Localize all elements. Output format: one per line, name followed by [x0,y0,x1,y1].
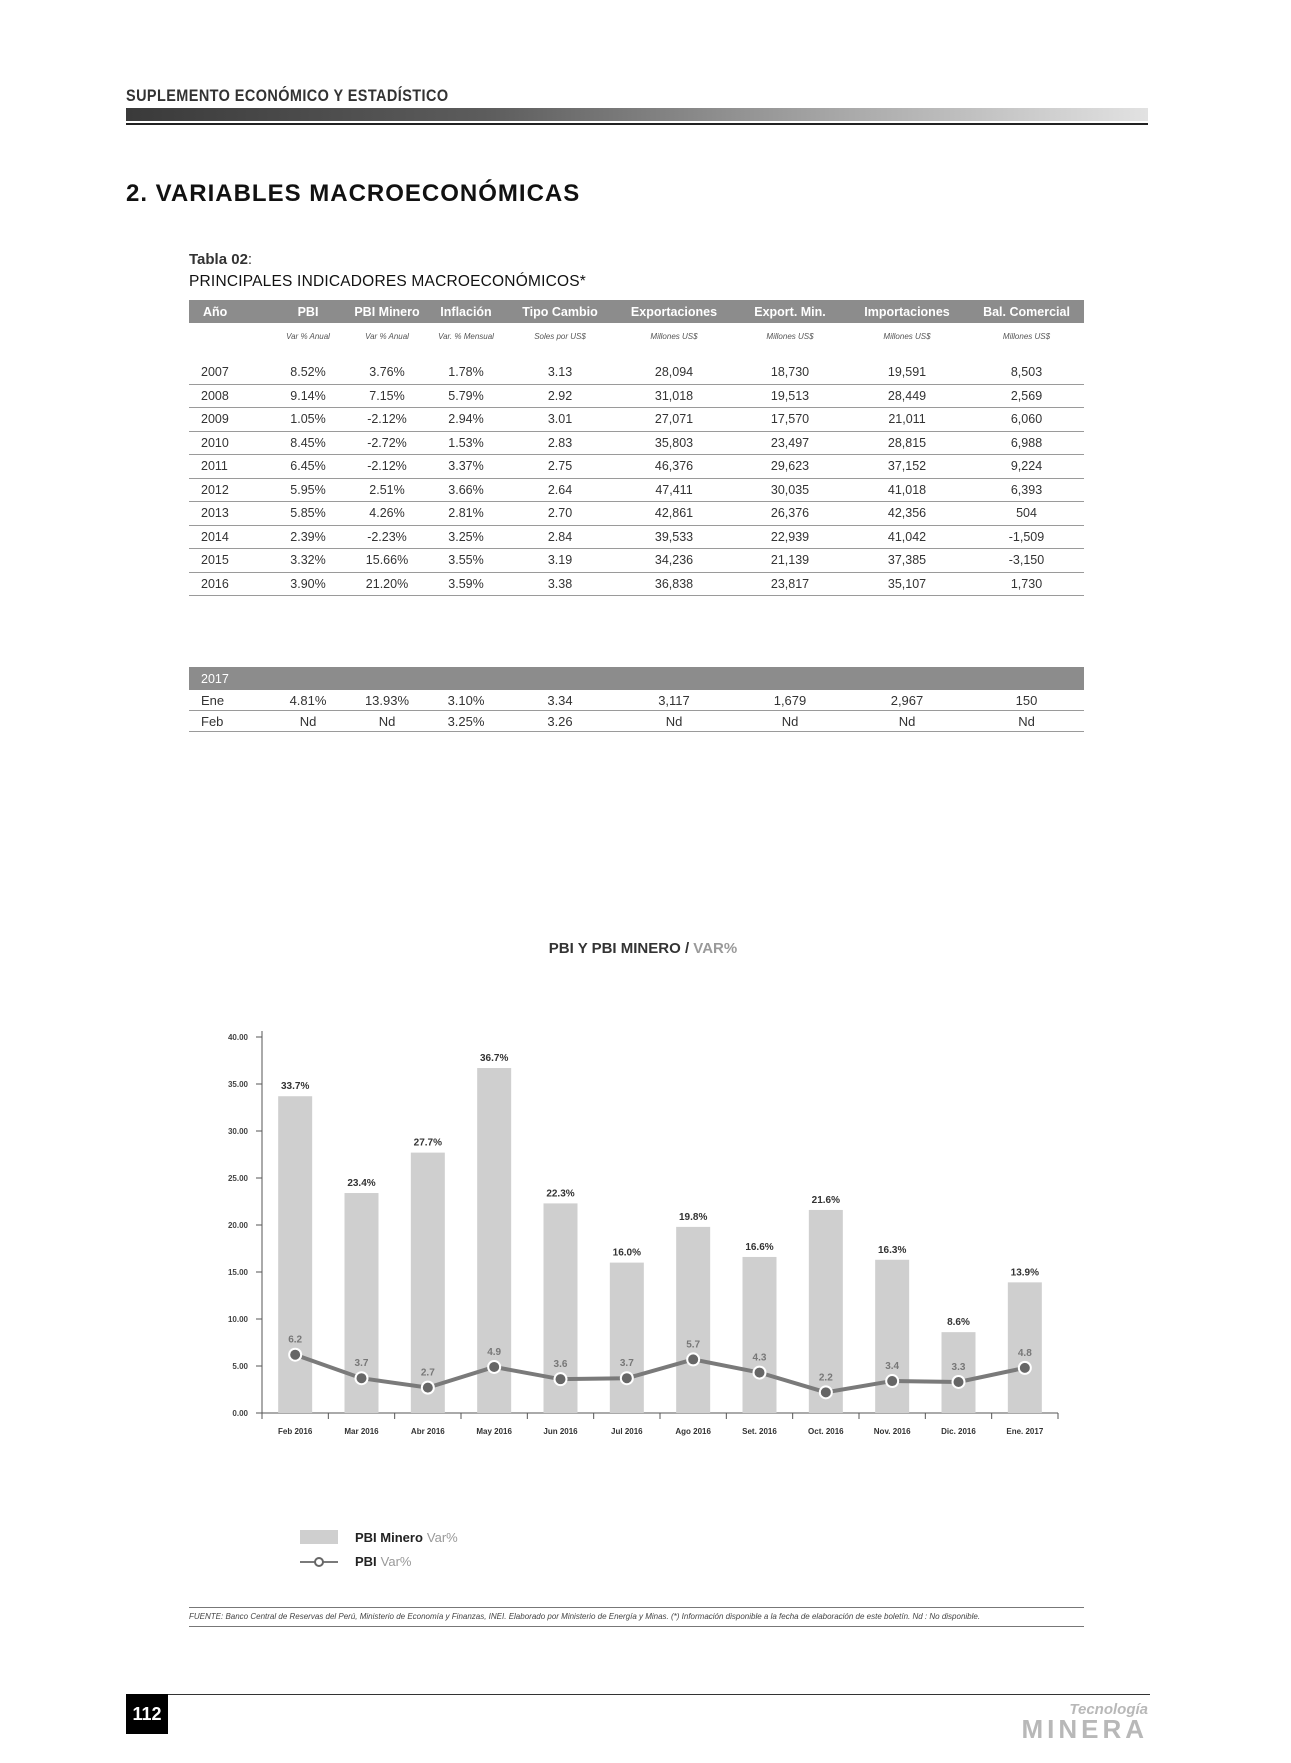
line-value-label: 3.3 [951,1361,966,1373]
x-tick-label: Ene. 2017 [1006,1427,1044,1436]
line-point-pbi [621,1372,633,1384]
table-cell: -2.12% [349,408,425,432]
table-cell: 28,094 [613,361,735,384]
y-tick-label: 10.00 [227,1315,248,1324]
table-cell: 9.14% [267,384,349,408]
chart-title-sep: / [680,940,694,957]
table-cell: 39,533 [613,525,735,549]
column-unit: Millones US$ [650,331,698,341]
legend-label-pbi [355,1554,412,1569]
line-point-pbi [488,1361,500,1373]
legend-suffix: Var% [380,1554,412,1569]
column-unit: Millones US$ [1002,331,1051,341]
header-title: SUPLEMENTO ECONÓMICO Y ESTADÍSTICO [126,86,449,105]
column-header: PBI Minero [349,300,425,323]
table-cell: 31,018 [613,384,735,408]
table-cell: 41,018 [845,478,969,502]
x-tick-label: Set. 2016 [742,1427,777,1436]
bar-pbi-minero [278,1096,312,1413]
x-tick-label: Nov. 2016 [873,1427,911,1436]
column-header: PBI [267,300,349,323]
line-value-label: 2.2 [818,1372,833,1384]
table-cell: Nd [267,711,349,732]
table-cell: 26,376 [735,502,845,526]
line-point-pbi [356,1372,368,1384]
line-value-label: 3.6 [553,1359,568,1371]
table-cell: 504 [969,502,1084,526]
column-unit: Millones US$ [766,331,814,341]
line-point-pbi [289,1349,301,1361]
bar-value-label: 21.6% [811,1194,841,1206]
x-tick-label: Dic. 2016 [941,1427,976,1436]
table-cell: 2.51% [349,478,425,502]
y-tick-label: 25.00 [227,1174,248,1183]
table-cell: 3.25% [425,525,507,549]
x-tick-label: Jun 2016 [543,1427,578,1436]
y-tick-label: 0.00 [232,1409,248,1418]
x-tick-label: Abr 2016 [410,1427,445,1436]
table-cell: 22,939 [735,525,845,549]
table-cell: 21,139 [735,549,845,573]
x-tick-label: Oct. 2016 [808,1427,844,1436]
table-cell: 2.70 [507,502,613,526]
table-cell: 21,011 [845,408,969,432]
year-2017-label: 2017 [189,667,1084,690]
column-unit: Var. % Mensual [438,331,494,341]
bar-pbi-minero [743,1257,777,1413]
table-cell: 1.53% [425,431,507,455]
table-cell: -2.72% [349,431,425,455]
section-title: 2. VARIABLES MACROECONÓMICAS [126,180,581,207]
table-cell: 6,060 [969,408,1084,432]
table-cell: 2013 [189,502,267,526]
line-point-pbi [1019,1362,1031,1374]
table-cell: -2.23% [349,525,425,549]
table-cell: 28,815 [845,431,969,455]
table-cell: 2.39% [267,525,349,549]
table-cell: 29,623 [735,455,845,479]
table-cell: 2.75 [507,455,613,479]
table-cell: 2008 [189,384,267,408]
table-cell: 30,035 [735,478,845,502]
table-cell: 3.37% [425,455,507,479]
line-value-label: 4.8 [1017,1347,1032,1359]
table-cell: 3.32% [267,549,349,573]
column-header: Bal. Comercial [969,300,1084,323]
y-tick-label: 40.00 [227,1033,248,1042]
table-cell: 3.01 [507,408,613,432]
bar-pbi-minero [676,1227,710,1413]
table-cell: 8,503 [969,361,1084,384]
y-tick-label: 15.00 [227,1268,248,1277]
column-header: Tipo Cambio [507,300,613,323]
table-cell: 2.81% [425,502,507,526]
logo-line-2: MINERA [1021,1714,1148,1744]
table-cell: 3.10% [425,690,507,711]
legend-suffix: Var% [426,1530,458,1545]
table-cell: 5.79% [425,384,507,408]
table-cell: 21.20% [349,572,425,596]
table-cell: 7.15% [349,384,425,408]
logo-line-1: Tecnología [1069,1701,1148,1718]
table-cell: 41,042 [845,525,969,549]
table-cell: 6.45% [267,455,349,479]
bar-value-label: 8.6% [947,1317,970,1329]
table-cell: 4.26% [349,502,425,526]
table-cell: 6,988 [969,431,1084,455]
table-cell: 2.83 [507,431,613,455]
bar-value-label: 16.0% [612,1247,642,1259]
legend-swatch-pbi-minero [300,1530,338,1544]
table-cell: Nd [969,711,1084,732]
table-cell: 2.84 [507,525,613,549]
table-cell: Nd [845,711,969,732]
y-tick-label: 5.00 [232,1362,248,1371]
table-cell: 3.90% [267,572,349,596]
x-tick-label: Jul 2016 [611,1427,643,1436]
table-cell: -3,150 [969,549,1084,573]
line-value-label: 4.3 [752,1352,767,1364]
line-value-label: 5.7 [686,1339,701,1351]
line-point-pbi [820,1386,832,1398]
column-header: Inflación [425,300,507,323]
bar-value-label: 13.9% [1010,1267,1040,1279]
bar-value-label: 33.7% [280,1081,310,1093]
bar-pbi-minero [610,1263,644,1413]
table-label-text: Tabla 02 [189,251,248,268]
table-cell: 28,449 [845,384,969,408]
table-cell: 3.55% [425,549,507,573]
line-value-label: 3.4 [885,1361,900,1373]
line-point-pbi [555,1373,567,1385]
table-cell: Nd [613,711,735,732]
table-cell: 150 [969,690,1084,711]
table-cell: 2.94% [425,408,507,432]
table-cell: 2015 [189,549,267,573]
column-header: Importaciones [845,300,969,323]
bar-value-label: 16.3% [877,1244,907,1256]
page-number: 112 [126,1694,168,1734]
table-cell: 17,570 [735,408,845,432]
table-cell: 2011 [189,455,267,479]
table-cell: 23,497 [735,431,845,455]
bar-value-label: 23.4% [347,1178,376,1190]
column-unit: Var % Anual [365,331,409,341]
table-label-suffix: : [247,251,253,268]
table-cell: 2.64 [507,478,613,502]
table-cell: 4.81% [267,690,349,711]
bar-value-label: 16.6% [745,1241,774,1253]
bar-value-label: 19.8% [678,1211,708,1223]
table-cell: 6,393 [969,478,1084,502]
table-cell: 18,730 [735,361,845,384]
table-cell: 3.13 [507,361,613,384]
line-point-pbi [687,1353,699,1365]
column-unit: Soles por US$ [534,331,586,341]
table-cell: 5.85% [267,502,349,526]
line-value-label: 3.7 [354,1358,369,1370]
table-cell: 3.38 [507,572,613,596]
bar-value-label: 27.7% [413,1137,443,1149]
line-point-pbi [754,1367,766,1379]
legend-marker-pbi [315,1558,323,1566]
line-value-label: 3.7 [619,1358,634,1370]
table-cell: Nd [735,711,845,732]
table-cell: 2.92 [507,384,613,408]
table-cell: 3.76% [349,361,425,384]
table-cell: 5.95% [267,478,349,502]
line-value-label: 4.9 [487,1346,502,1358]
column-header: Exportaciones [613,300,735,323]
legend-name: PBI [355,1554,377,1569]
table-cell: 3.66% [425,478,507,502]
x-tick-label: Feb 2016 [278,1427,313,1436]
table-cell: 34,236 [613,549,735,573]
page-footer-rule [126,1694,1150,1695]
table-cell: 2007 [189,361,267,384]
line-value-label: 2.7 [420,1367,435,1379]
line-value-label: 6.2 [288,1334,303,1346]
legend-name: PBI Minero [355,1530,423,1545]
table-cell: 3.34 [507,690,613,711]
table-title: PRINCIPALES INDICADORES MACROECONÓMICOS* [189,273,586,290]
y-tick-label: 30.00 [227,1127,248,1136]
table-cell: 3.19 [507,549,613,573]
table-cell: 36,838 [613,572,735,596]
table-cell: 27,071 [613,408,735,432]
table-cell: 1,730 [969,572,1084,596]
bar-pbi-minero [875,1260,909,1413]
table-cell: 15.66% [349,549,425,573]
column-unit: Var % Anual [286,331,330,341]
table-cell: 37,152 [845,455,969,479]
table-cell: 8.52% [267,361,349,384]
table-cell: Nd [349,711,425,732]
x-tick-label: Ago 2016 [675,1427,711,1436]
table-cell: 42,356 [845,502,969,526]
column-header: Export. Min. [735,300,845,323]
table-cell: 2009 [189,408,267,432]
table-cell: 8.45% [267,431,349,455]
table-cell: 1.05% [267,408,349,432]
table-cell: 35,803 [613,431,735,455]
table-cell: 19,591 [845,361,969,384]
bar-value-label: 22.3% [546,1188,575,1200]
table-cell: 3.59% [425,572,507,596]
table-cell: Ene [189,690,267,711]
table-cell: 13.93% [349,690,425,711]
line-point-pbi [886,1375,898,1387]
table-cell: 42,861 [613,502,735,526]
table-cell: Feb [189,711,267,732]
table-cell: 1,679 [735,690,845,711]
table-cell: -1,509 [969,525,1084,549]
chart-title [549,940,737,957]
table-cell: 3.26 [507,711,613,732]
table-cell: 23,817 [735,572,845,596]
x-tick-label: May 2016 [476,1427,512,1436]
x-tick-label: Mar 2016 [344,1427,379,1436]
table-cell: 2,967 [845,690,969,711]
table-cell: 3.25% [425,711,507,732]
table-cell: 37,385 [845,549,969,573]
source-note: FUENTE: Banco Central de Reservas del Perú, Ministerio de Economía y Finanzas, INEI. Elaborado por Ministerio de Energía y Minas. (*) Información disponible a la fecha de elaboración de este boletín. Nd : No disponible. [189,1607,1084,1627]
legend-label-pbi-minero [355,1530,458,1545]
table-cell: 2014 [189,525,267,549]
chart-title-suffix: VAR% [693,940,738,957]
table-cell: 2,569 [969,384,1084,408]
table-cell: 2012 [189,478,267,502]
table-cell: 9,224 [969,455,1084,479]
y-tick-label: 35.00 [227,1080,248,1089]
table-cell: 19,513 [735,384,845,408]
publication-logo [1021,1701,1148,1744]
line-point-pbi [422,1382,434,1394]
line-point-pbi [953,1376,965,1388]
table-cell: 2016 [189,572,267,596]
bar-value-label: 36.7% [479,1053,509,1065]
table-cell: -2.12% [349,455,425,479]
y-tick-label: 20.00 [227,1221,248,1230]
column-unit: Millones US$ [883,331,931,341]
table-cell: 47,411 [613,478,735,502]
chart-title-main: PBI Y PBI MINERO [548,940,681,957]
table-cell: 46,376 [613,455,735,479]
table-cell: 2010 [189,431,267,455]
column-header: Año [189,300,267,323]
table-cell: 35,107 [845,572,969,596]
table-cell: 3,117 [613,690,735,711]
table-cell: 1.78% [425,361,507,384]
